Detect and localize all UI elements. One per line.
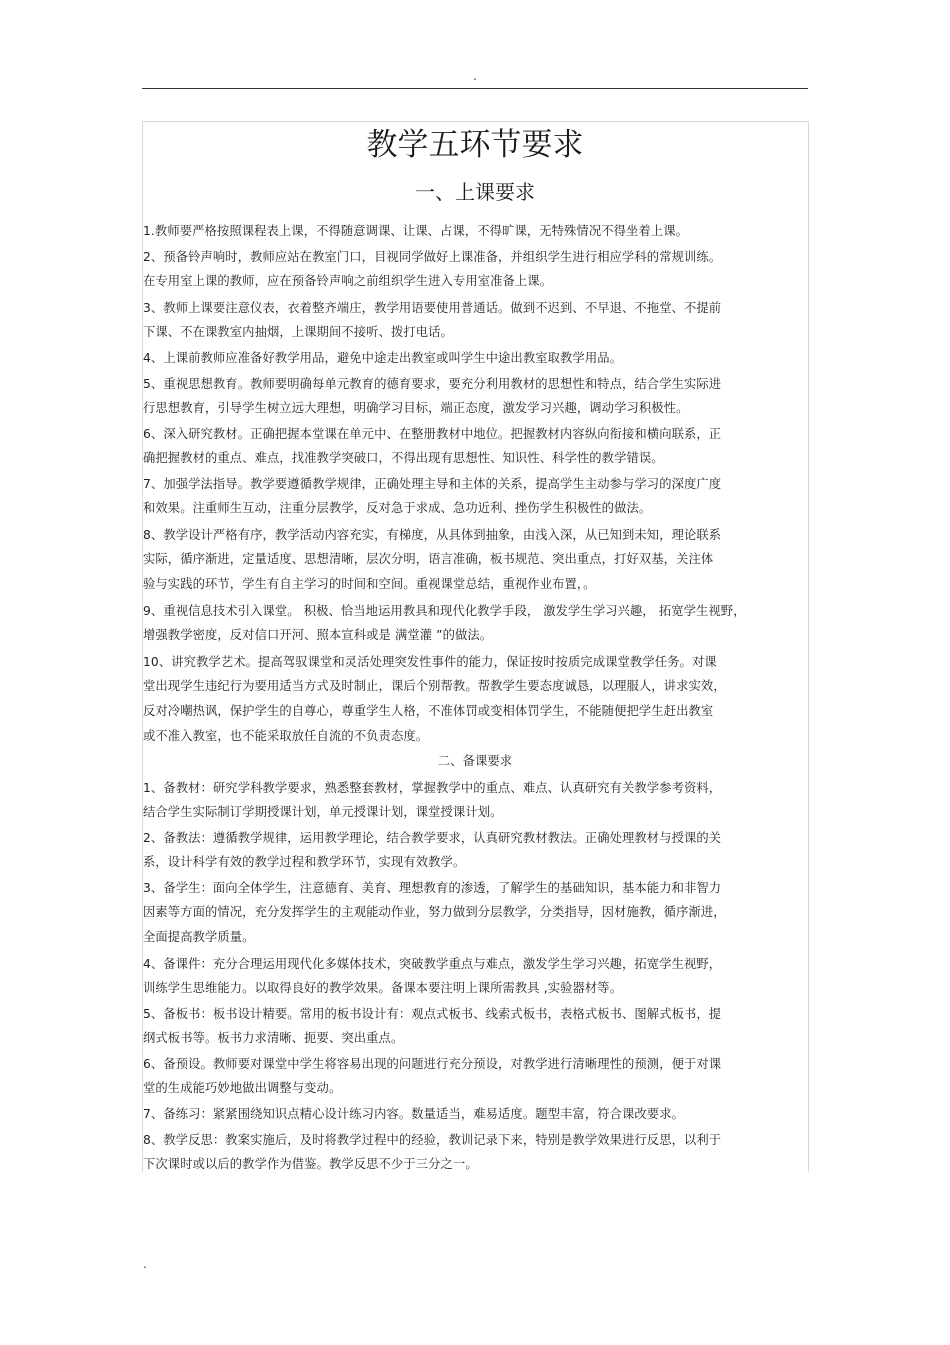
text-line: 2、预备铃声响时，教师应站在教室门口，目视同学做好上课准备，并组织学生进行相应学科的常规训练。: [143, 250, 722, 264]
text-line: 或不准入教室，也不能采取放任自流的不负责态度。: [143, 729, 429, 743]
text-line: 8、教学设计严格有序，教学活动内容充实，有梯度，从具体到抽象，由浅入深，从已知到未知，理论联系: [143, 528, 722, 542]
text-line: 训练学生思维能力。以取得良好的教学效果。备课本要注明上课所需教具 ,实验器材等。: [143, 981, 623, 995]
text-line: 7、加强学法指导。教学要遵循教学规律，正确处理主导和主体的关系，提高学生主动参与学习的深度广度: [143, 477, 722, 491]
document-title: 教学五环节要求: [366, 127, 584, 163]
text-line: 和效果。注重师生互动，注重分层教学，反对急于求成、急功近利、挫伤学生积极性的做法。: [143, 501, 652, 515]
text-line: 1.教师要严格按照课程表上课，不得随意调课、让课、占课，不得旷课，无特殊情况不得坐着上课。: [143, 224, 688, 238]
text-line: 3、教师上课要注意仪表，衣着整齐端庄，教学用语要使用普通话。做到不迟到、不早退、不拖堂、不提前: [143, 301, 722, 315]
header-dot: .: [473, 69, 477, 83]
text-line: 4、上课前教师应准备好教学用品，避免中途走出教室或叫学生中途出教室取教学用品。: [143, 351, 623, 365]
text-line: 增强教学密度，反对信口开河、照本宣科或是 满堂灌 ”的做法。: [143, 628, 493, 642]
text-line: 3、备学生：面向全体学生，注意德育、美育、理想教育的渗透，了解学生的基础知识，基本能力和非智力: [143, 881, 722, 895]
text-line: 系，设计科学有效的教学过程和教学环节，实现有效教学。: [143, 855, 466, 869]
text-line: 1、备教材：研究学科教学要求，熟悉整套教材，掌握教学中的重点、难点、认真研究有关教学参考资料，: [143, 781, 722, 795]
text-line: 在专用室上课的教师，应在预备铃声响之前组织学生进入专用室准备上课。: [143, 274, 553, 288]
text-line: 2、备教法：遵循教学规律，运用教学理论，结合教学要求，认真研究教材教法。正确处理教材与授课的关: [143, 831, 722, 845]
text-line: 全面提高教学质量。: [143, 930, 255, 944]
footer-dot: .: [143, 1257, 147, 1271]
text-line: 堂的生成能巧妙地做出调整与变动。: [143, 1081, 342, 1095]
text-line: 8、教学反思：教案实施后，及时将教学过程中的经验，教训记录下来，特别是教学效果进行反思，以利于: [143, 1133, 722, 1147]
text-line: 纲式板书等。板书力求清晰、扼要、突出重点。: [143, 1031, 404, 1045]
text-line: 验与实践的环节，学生有自主学习的时间和空间。重视课堂总结，重视作业布置，。: [143, 577, 596, 591]
text-line: 行思想教育，引导学生树立远大理想，明确学习目标，端正态度，激发学习兴趣，调动学习积极性。: [143, 401, 689, 415]
header-rule: [142, 88, 808, 89]
text-line: 堂出现学生违纪行为要用适当方式及时制止，课后个别帮教。帮教学生要态度诚恳，以理服人，讲求实效，: [143, 679, 726, 693]
text-line: 反对冷嘲热讽，保护学生的自尊心，尊重学生人格，不准体罚或变相体罚学生，不能随便把学生赶出教室: [143, 704, 714, 718]
text-line: 下课、不在课教室内抽烟，上课期间不接听、拨打电话。: [143, 325, 453, 339]
text-line: 6、备预设。教师要对课堂中学生将容易出现的问题进行充分预设，对教学进行清晰理性的预测，便于对课: [143, 1057, 722, 1071]
text-line: 实际，循序渐进，定量适度、思想清晰，层次分明，语言准确，板书规范、突出重点，打好双基，关注体: [143, 552, 714, 566]
text-line: 9、重视信息技术引入课堂。 积极、恰当地运用教具和现代化教学手段， 激发学生学习兴趣， 拓宽学生视野，: [143, 604, 746, 618]
text-line: 5、重视思想教育。教师要明确每单元教育的德育要求，要充分利用教材的思想性和特点，结合学生实际进: [143, 377, 722, 391]
text-line: 5、备板书：板书设计精要。常用的板书设计有：观点式板书、线索式板书，表格式板书、图解式板书，提: [143, 1007, 722, 1021]
text-line: 下次课时或以后的教学作为借鉴。教学反思不少于三分之一。: [143, 1157, 478, 1171]
section2-title: 二、备课要求: [437, 754, 513, 768]
text-line: 6、深入研究教材。正确把握本堂课在单元中、在整册教材中地位。把握教材内容纵向衔接和横向联系，正: [143, 427, 722, 441]
text-line: 4、备课件：充分合理运用现代化多媒体技术，突破教学重点与难点，激发学生学习兴趣，拓宽学生视野，: [143, 957, 722, 971]
text-line: 10、讲究教学艺术。提高驾驭课堂和灵活处理突发性事件的能力，保证按时按质完成课堂教学任务。对课: [143, 655, 717, 669]
text-line: 结合学生实际制订学期授课计划，单元授课计划，课堂授课计划。: [143, 805, 503, 819]
text-line: 因素等方面的情况，充分发挥学生的主观能动作业，努力做到分层教学，分类指导，因材施教，循序渐进，: [143, 905, 726, 919]
section1-title: 一、上课要求: [415, 180, 535, 204]
text-line: 确把握教材的重点、难点，找准教学突破口，不得出现有思想性、知识性、科学性的教学错误。: [143, 451, 664, 465]
text-line: 7、备练习：紧紧围绕知识点精心设计练习内容。数量适当，难易适度。题型丰富，符合课改要求。: [143, 1107, 684, 1121]
